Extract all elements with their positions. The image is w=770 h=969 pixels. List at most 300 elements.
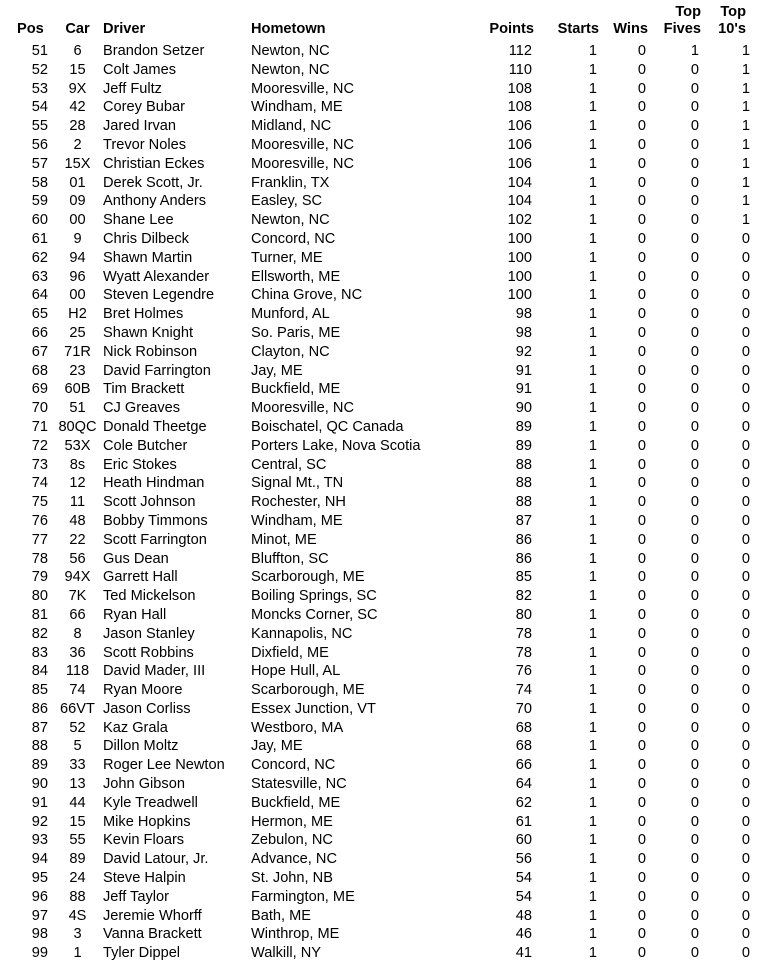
cell-pos: 96 (31, 888, 48, 905)
cell-starts: 1 (588, 306, 597, 323)
cell-driver: Jared Irvan (103, 118, 177, 135)
cell-top-tens: 1 (741, 193, 750, 210)
cell-starts: 1 (588, 663, 597, 680)
cell-top-tens: 0 (741, 757, 750, 774)
cell-starts: 1 (588, 907, 597, 924)
cell-car: 71R (64, 343, 91, 360)
table-row (0, 794, 750, 813)
table-row (0, 211, 750, 230)
cell-driver: Gus Dean (103, 550, 169, 567)
cell-starts: 1 (588, 43, 597, 59)
column-header-points: Points (489, 21, 534, 37)
cell-points: 60 (515, 832, 532, 849)
cell-hometown: Mooresville, NC (251, 136, 354, 153)
cell-car: 25 (69, 324, 86, 341)
cell-top-fives: 0 (690, 268, 699, 285)
cell-driver: David Mader, III (103, 663, 206, 680)
cell-top-fives: 0 (690, 456, 699, 473)
cell-hometown: Zebulon, NC (251, 832, 333, 849)
cell-hometown: Porters Lake, Nova Scotia (251, 437, 421, 454)
table-row (0, 700, 750, 719)
cell-top-fives: 0 (690, 700, 699, 717)
table-row (0, 644, 750, 663)
cell-car: 94X (64, 569, 91, 586)
cell-top-fives: 0 (690, 550, 699, 567)
cell-pos: 53 (31, 80, 48, 97)
cell-wins: 0 (637, 362, 646, 379)
cell-points: 112 (508, 43, 532, 59)
cell-car: H2 (68, 306, 87, 323)
cell-points: 64 (515, 776, 532, 793)
cell-driver: Tyler Dippel (103, 945, 181, 962)
cell-points: 98 (515, 324, 532, 341)
cell-pos: 82 (31, 625, 48, 642)
standings-header (0, 4, 750, 42)
cell-top-tens: 0 (741, 719, 750, 736)
table-row (0, 324, 750, 343)
cell-top-tens: 1 (741, 118, 750, 135)
cell-points: 54 (515, 888, 532, 905)
cell-driver: Scott Farrington (103, 531, 207, 548)
cell-starts: 1 (588, 569, 597, 586)
cell-top-fives: 0 (690, 230, 699, 247)
cell-wins: 0 (637, 306, 646, 323)
table-row (0, 136, 750, 155)
cell-hometown: Newton, NC (251, 61, 330, 78)
cell-car: 23 (69, 362, 86, 379)
cell-top-tens: 0 (741, 907, 750, 924)
cell-pos: 98 (31, 926, 48, 943)
cell-starts: 1 (588, 494, 597, 511)
table-row (0, 380, 750, 399)
cell-pos: 61 (31, 230, 48, 247)
cell-top-fives: 0 (690, 569, 699, 586)
cell-points: 98 (515, 306, 532, 323)
cell-hometown: Clayton, NC (251, 343, 330, 360)
cell-pos: 60 (31, 212, 48, 229)
table-row (0, 268, 750, 287)
cell-top-tens: 0 (741, 230, 750, 247)
cell-driver: Shawn Knight (103, 324, 194, 341)
table-row (0, 174, 750, 193)
cell-points: 41 (515, 945, 532, 962)
cell-top-tens: 1 (741, 155, 750, 172)
cell-driver: Nick Robinson (103, 343, 198, 360)
cell-top-tens: 1 (741, 212, 750, 229)
cell-starts: 1 (588, 343, 597, 360)
cell-pos: 63 (31, 268, 48, 285)
cell-points: 100 (507, 287, 532, 304)
cell-top-fives: 0 (690, 926, 699, 943)
cell-car: 7K (68, 588, 87, 605)
cell-top-tens: 0 (741, 475, 750, 492)
cell-wins: 0 (637, 644, 646, 661)
cell-starts: 1 (588, 719, 597, 736)
cell-wins: 0 (637, 287, 646, 304)
cell-driver: Chris Dilbeck (103, 230, 189, 247)
cell-hometown: Jay, ME (251, 362, 303, 379)
column-header-hometown: Hometown (251, 21, 326, 37)
cell-points: 89 (515, 437, 532, 454)
top-tens-line-2: 10's (718, 21, 746, 37)
cell-driver: Steven Legendre (103, 287, 215, 304)
cell-top-tens: 0 (741, 456, 750, 473)
cell-starts: 1 (588, 99, 597, 116)
cell-wins: 0 (637, 118, 646, 135)
cell-top-tens: 0 (741, 776, 750, 793)
cell-car: 66 (69, 606, 86, 623)
cell-hometown: Westboro, MA (251, 719, 344, 736)
table-row (0, 117, 750, 136)
cell-driver: CJ Greaves (103, 400, 181, 417)
table-row (0, 399, 750, 418)
cell-points: 106 (507, 136, 532, 153)
cell-top-tens: 1 (741, 174, 750, 191)
cell-top-fives: 0 (690, 475, 699, 492)
cell-top-fives: 0 (690, 663, 699, 680)
cell-hometown: Walkill, NY (251, 945, 321, 962)
cell-points: 54 (515, 870, 532, 887)
cell-top-fives: 0 (690, 174, 699, 191)
cell-points: 108 (507, 80, 532, 97)
cell-starts: 1 (588, 268, 597, 285)
cell-hometown: Franklin, TX (251, 174, 330, 191)
cell-top-fives: 0 (690, 945, 699, 962)
cell-car: 56 (69, 550, 86, 567)
cell-car: 8 (73, 625, 82, 642)
cell-hometown: Buckfield, ME (251, 381, 341, 398)
table-row (0, 249, 750, 268)
cell-hometown: Winthrop, ME (251, 926, 340, 943)
table-row (0, 192, 750, 211)
cell-hometown: Kannapolis, NC (251, 625, 353, 642)
cell-car: 36 (69, 644, 86, 661)
cell-pos: 52 (31, 61, 48, 78)
cell-top-fives: 0 (690, 155, 699, 172)
cell-top-fives: 0 (690, 606, 699, 623)
cell-driver: David Farrington (103, 362, 211, 379)
cell-wins: 0 (637, 794, 646, 811)
cell-starts: 1 (588, 418, 597, 435)
cell-driver: Garrett Hall (103, 569, 178, 586)
cell-wins: 0 (637, 249, 646, 266)
cell-starts: 1 (588, 550, 597, 567)
cell-car: 01 (69, 174, 86, 191)
table-row (0, 42, 750, 61)
cell-top-fives: 0 (690, 644, 699, 661)
cell-wins: 0 (637, 700, 646, 717)
cell-hometown: Rochester, NH (251, 494, 346, 511)
cell-top-tens: 0 (741, 888, 750, 905)
cell-top-fives: 0 (690, 249, 699, 266)
cell-car: 28 (69, 118, 86, 135)
cell-wins: 0 (637, 136, 646, 153)
table-row (0, 756, 750, 775)
cell-car: 94 (69, 249, 86, 266)
cell-wins: 0 (637, 437, 646, 454)
cell-points: 68 (515, 719, 532, 736)
cell-top-tens: 0 (741, 738, 750, 755)
table-row (0, 98, 750, 117)
header-row (0, 4, 750, 42)
cell-top-fives: 0 (690, 418, 699, 435)
cell-top-fives: 0 (690, 851, 699, 868)
top-tens-line-1: Top (720, 4, 746, 20)
table-row (0, 512, 750, 531)
cell-driver: Jeremie Whorff (103, 907, 202, 924)
table-row (0, 474, 750, 493)
cell-car: 8s (69, 456, 86, 473)
cell-car: 51 (69, 400, 86, 417)
cell-hometown: Buckfield, ME (251, 794, 341, 811)
cell-points: 80 (515, 606, 532, 623)
cell-top-fives: 0 (690, 99, 699, 116)
cell-top-tens: 1 (741, 136, 750, 153)
cell-top-tens: 1 (741, 43, 750, 59)
cell-top-tens: 0 (741, 400, 750, 417)
cell-car: 80QC (58, 418, 97, 435)
table-row (0, 362, 750, 381)
cell-top-fives: 0 (690, 212, 699, 229)
column-header-car: Car (65, 21, 90, 37)
cell-points: 74 (515, 682, 532, 699)
cell-starts: 1 (588, 870, 597, 887)
cell-top-fives: 0 (690, 832, 699, 849)
cell-driver: Christian Eckes (103, 155, 205, 172)
cell-starts: 1 (588, 400, 597, 417)
cell-hometown: Statesville, NC (251, 776, 347, 793)
cell-wins: 0 (637, 494, 646, 511)
cell-car: 52 (69, 719, 86, 736)
column-header-starts: Starts (557, 21, 599, 37)
cell-starts: 1 (588, 381, 597, 398)
table-row (0, 456, 750, 475)
top-fives-line-1: Top (675, 4, 701, 20)
cell-driver: Heath Hindman (103, 475, 205, 492)
cell-car: 89 (69, 851, 86, 868)
cell-driver: Derek Scott, Jr. (103, 174, 203, 191)
cell-top-fives: 0 (690, 381, 699, 398)
cell-hometown: Advance, NC (251, 851, 337, 868)
cell-wins: 0 (637, 550, 646, 567)
cell-driver: Anthony Anders (103, 193, 207, 210)
cell-wins: 0 (637, 757, 646, 774)
cell-top-tens: 0 (741, 644, 750, 661)
table-row (0, 907, 750, 926)
cell-hometown: Newton, NC (251, 212, 330, 229)
cell-hometown: Mooresville, NC (251, 400, 354, 417)
cell-top-fives: 0 (690, 531, 699, 548)
cell-top-tens: 0 (741, 832, 750, 849)
cell-starts: 1 (588, 80, 597, 97)
cell-starts: 1 (588, 700, 597, 717)
cell-wins: 0 (637, 531, 646, 548)
cell-wins: 0 (637, 343, 646, 360)
cell-top-tens: 1 (741, 99, 750, 116)
table-row (0, 531, 750, 550)
cell-points: 108 (507, 99, 532, 116)
cell-wins: 0 (637, 813, 646, 830)
table-row (0, 850, 750, 869)
table-row (0, 662, 750, 681)
cell-hometown: Mooresville, NC (251, 80, 354, 97)
cell-wins: 0 (637, 80, 646, 97)
cell-starts: 1 (588, 682, 597, 699)
cell-car: 88 (69, 888, 86, 905)
cell-top-tens: 0 (741, 569, 750, 586)
cell-pos: 80 (31, 588, 48, 605)
cell-wins: 0 (637, 569, 646, 586)
cell-pos: 77 (31, 531, 48, 548)
cell-starts: 1 (588, 362, 597, 379)
cell-hometown: Scarborough, ME (251, 682, 365, 699)
cell-points: 106 (507, 118, 532, 135)
cell-car: 15 (69, 61, 86, 78)
cell-hometown: Munford, AL (251, 306, 330, 323)
cell-top-fives: 0 (690, 588, 699, 605)
cell-driver: Jason Stanley (103, 625, 195, 642)
cell-points: 70 (515, 700, 532, 717)
cell-points: 92 (515, 343, 532, 360)
cell-top-fives: 0 (690, 287, 699, 304)
cell-pos: 91 (31, 794, 48, 811)
table-row (0, 286, 750, 305)
cell-wins: 0 (637, 719, 646, 736)
cell-car: 60B (64, 381, 91, 398)
cell-hometown: Bluffton, SC (251, 550, 329, 567)
cell-pos: 72 (31, 437, 48, 454)
cell-points: 91 (515, 381, 532, 398)
cell-wins: 0 (637, 43, 646, 59)
standings-table (0, 4, 750, 963)
cell-driver: Donald Theetge (103, 418, 207, 435)
cell-wins: 0 (637, 945, 646, 962)
table-row (0, 568, 750, 587)
cell-points: 85 (515, 569, 532, 586)
cell-top-tens: 0 (741, 268, 750, 285)
cell-hometown: Concord, NC (251, 230, 336, 247)
cell-top-fives: 0 (690, 625, 699, 642)
cell-car: 5 (73, 738, 82, 755)
cell-points: 76 (515, 663, 532, 680)
cell-starts: 1 (588, 644, 597, 661)
cell-car: 3 (73, 926, 82, 943)
cell-pos: 68 (31, 362, 48, 379)
cell-top-tens: 0 (741, 682, 750, 699)
cell-pos: 64 (31, 287, 48, 304)
table-row (0, 831, 750, 850)
cell-pos: 58 (31, 174, 48, 191)
table-row (0, 418, 750, 437)
cell-top-tens: 0 (741, 945, 750, 962)
cell-top-fives: 0 (690, 193, 699, 210)
cell-starts: 1 (588, 851, 597, 868)
cell-wins: 0 (637, 663, 646, 680)
cell-top-fives: 0 (690, 61, 699, 78)
cell-wins: 0 (637, 776, 646, 793)
cell-hometown: Jay, ME (251, 738, 303, 755)
cell-driver: Cole Butcher (103, 437, 188, 454)
cell-wins: 0 (637, 851, 646, 868)
cell-pos: 83 (31, 644, 48, 661)
cell-top-tens: 0 (741, 249, 750, 266)
cell-pos: 99 (31, 945, 48, 962)
cell-top-tens: 0 (741, 625, 750, 642)
cell-wins: 0 (637, 682, 646, 699)
cell-pos: 88 (31, 738, 48, 755)
cell-top-fives: 0 (690, 118, 699, 135)
cell-hometown: Hermon, ME (251, 813, 333, 830)
column-header-driver: Driver (103, 21, 146, 37)
cell-hometown: Newton, NC (251, 43, 330, 59)
cell-car: 118 (65, 663, 90, 680)
cell-driver: Steve Halpin (103, 870, 186, 887)
cell-top-tens: 0 (741, 494, 750, 511)
cell-wins: 0 (637, 174, 646, 191)
cell-starts: 1 (588, 625, 597, 642)
cell-pos: 65 (31, 306, 48, 323)
column-header-top-tens (702, 4, 750, 42)
cell-top-tens: 0 (741, 588, 750, 605)
cell-driver: Ryan Moore (103, 682, 183, 699)
cell-points: 100 (507, 249, 532, 266)
cell-car: 9X (68, 80, 87, 97)
cell-top-tens: 0 (741, 870, 750, 887)
cell-car: 6 (73, 43, 82, 59)
cell-car: 74 (69, 682, 86, 699)
cell-points: 88 (515, 475, 532, 492)
cell-hometown: So. Paris, ME (251, 324, 341, 341)
cell-hometown: Mooresville, NC (251, 155, 354, 172)
cell-top-tens: 0 (741, 663, 750, 680)
cell-top-tens: 0 (741, 851, 750, 868)
cell-pos: 59 (31, 193, 48, 210)
cell-driver: Ryan Hall (103, 606, 167, 623)
cell-driver: Kevin Floars (103, 832, 185, 849)
cell-wins: 0 (637, 99, 646, 116)
cell-top-fives: 0 (690, 343, 699, 360)
cell-starts: 1 (588, 832, 597, 849)
cell-driver: David Latour, Jr. (103, 851, 209, 868)
cell-hometown: Ellsworth, ME (251, 268, 341, 285)
table-row (0, 813, 750, 832)
cell-pos: 57 (31, 155, 48, 172)
cell-hometown: Easley, SC (251, 193, 323, 210)
cell-pos: 66 (31, 324, 48, 341)
cell-pos: 84 (31, 663, 48, 680)
cell-car: 24 (69, 870, 86, 887)
cell-wins: 0 (637, 418, 646, 435)
cell-pos: 51 (31, 43, 48, 59)
cell-hometown: Moncks Corner, SC (251, 606, 378, 623)
cell-starts: 1 (588, 776, 597, 793)
cell-points: 106 (507, 155, 532, 172)
table-row (0, 343, 750, 362)
cell-hometown: Dixfield, ME (251, 644, 329, 661)
cell-starts: 1 (588, 193, 597, 210)
cell-points: 88 (515, 456, 532, 473)
cell-wins: 0 (637, 606, 646, 623)
cell-wins: 0 (637, 870, 646, 887)
cell-wins: 0 (637, 212, 646, 229)
cell-driver: Mike Hopkins (103, 813, 191, 830)
cell-wins: 0 (637, 268, 646, 285)
cell-starts: 1 (588, 757, 597, 774)
cell-car: 15X (64, 155, 91, 172)
cell-top-tens: 0 (741, 306, 750, 323)
cell-pos: 94 (31, 851, 48, 868)
cell-starts: 1 (588, 437, 597, 454)
